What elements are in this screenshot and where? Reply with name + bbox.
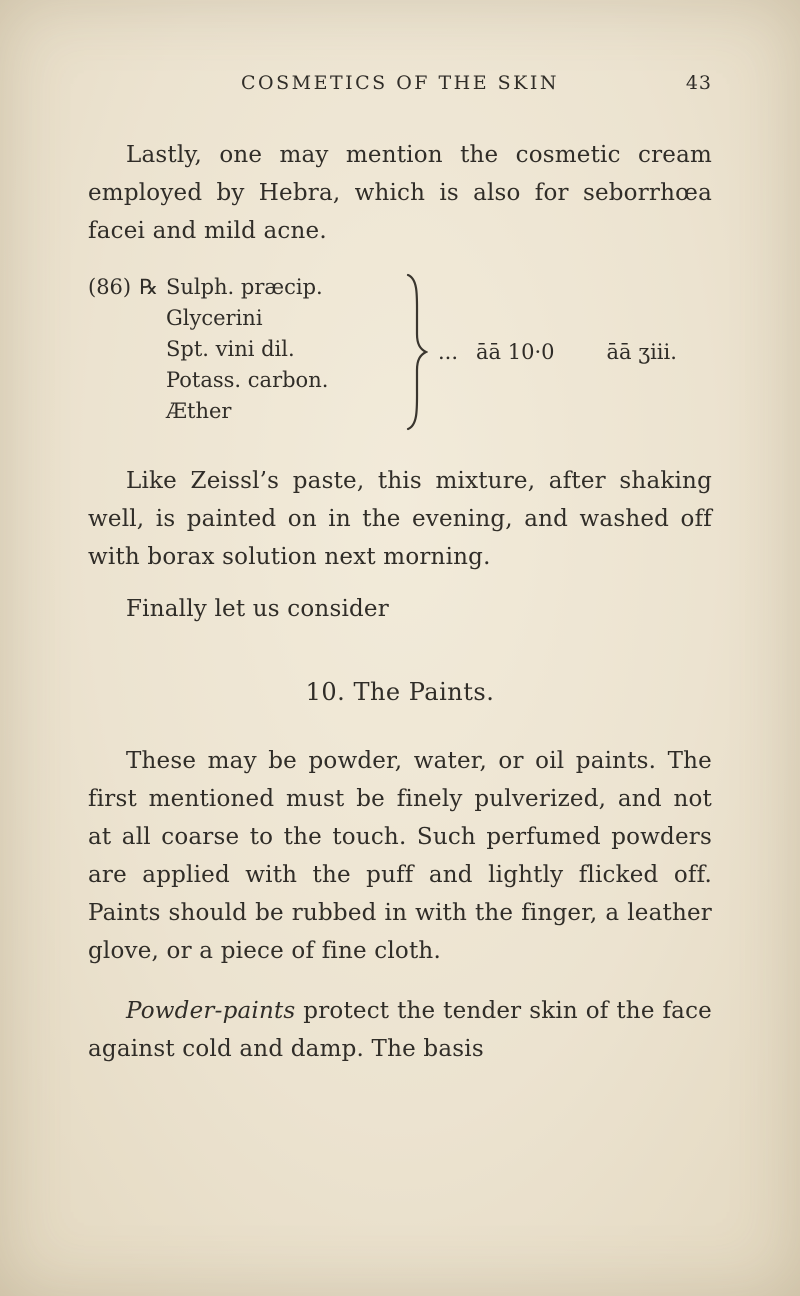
paragraph-powder-paints — [88, 992, 712, 1068]
page-header — [88, 72, 712, 94]
dose-metric: āā 10·0 — [476, 339, 555, 364]
brace-icon — [404, 272, 428, 432]
paragraph-finally: Finally let us consider — [126, 596, 389, 622]
page-number: 43 — [685, 72, 712, 94]
prescription-first-line — [88, 272, 404, 303]
powder-paints-rest: protect the tender skin of the face against cold and damp. The basis — [88, 998, 712, 1062]
ingredient: Potass. carbon. — [166, 368, 329, 392]
prescription-doses — [438, 272, 677, 432]
prescription-formula — [88, 272, 404, 432]
rx-symbol: ℞ — [139, 275, 158, 299]
dose-dots: ... — [438, 339, 459, 364]
ingredient: Spt. vini dil. — [166, 337, 295, 361]
section-heading: 10. The Paints. — [305, 678, 495, 706]
running-title: COSMETICS OF THE SKIN — [240, 72, 560, 94]
paragraph-intro: Lastly, one may mention the cosmetic cream employed by Hebra, which is also for seborrhœa facei and mild acne. — [88, 142, 712, 244]
ingredient: Æther — [166, 399, 232, 423]
ingredient: Sulph. præcip. — [165, 275, 323, 299]
ingredient: Glycerini — [166, 306, 263, 330]
paragraph-paints: These may be powder, water, or oil paints. The first mentioned must be finely pulverized, and not at all coarse to the touch. Such perfumed powders are applied with the puff and lightly flicked off. Paints should be rubbed in with the finger, a leather glove, or a piece of fine cloth. — [88, 748, 712, 964]
prescription-block — [88, 272, 712, 432]
prescription-number: (86) — [88, 275, 132, 299]
powder-paints-italic: Powder-paints — [126, 998, 296, 1024]
paragraph-mixture: Like Zeissl’s paste, this mixture, after shaking well, is painted on in the evening, and washed off with borax solution next morning. — [88, 468, 712, 570]
dose-apothecary: āā ʒiii. — [606, 339, 677, 364]
